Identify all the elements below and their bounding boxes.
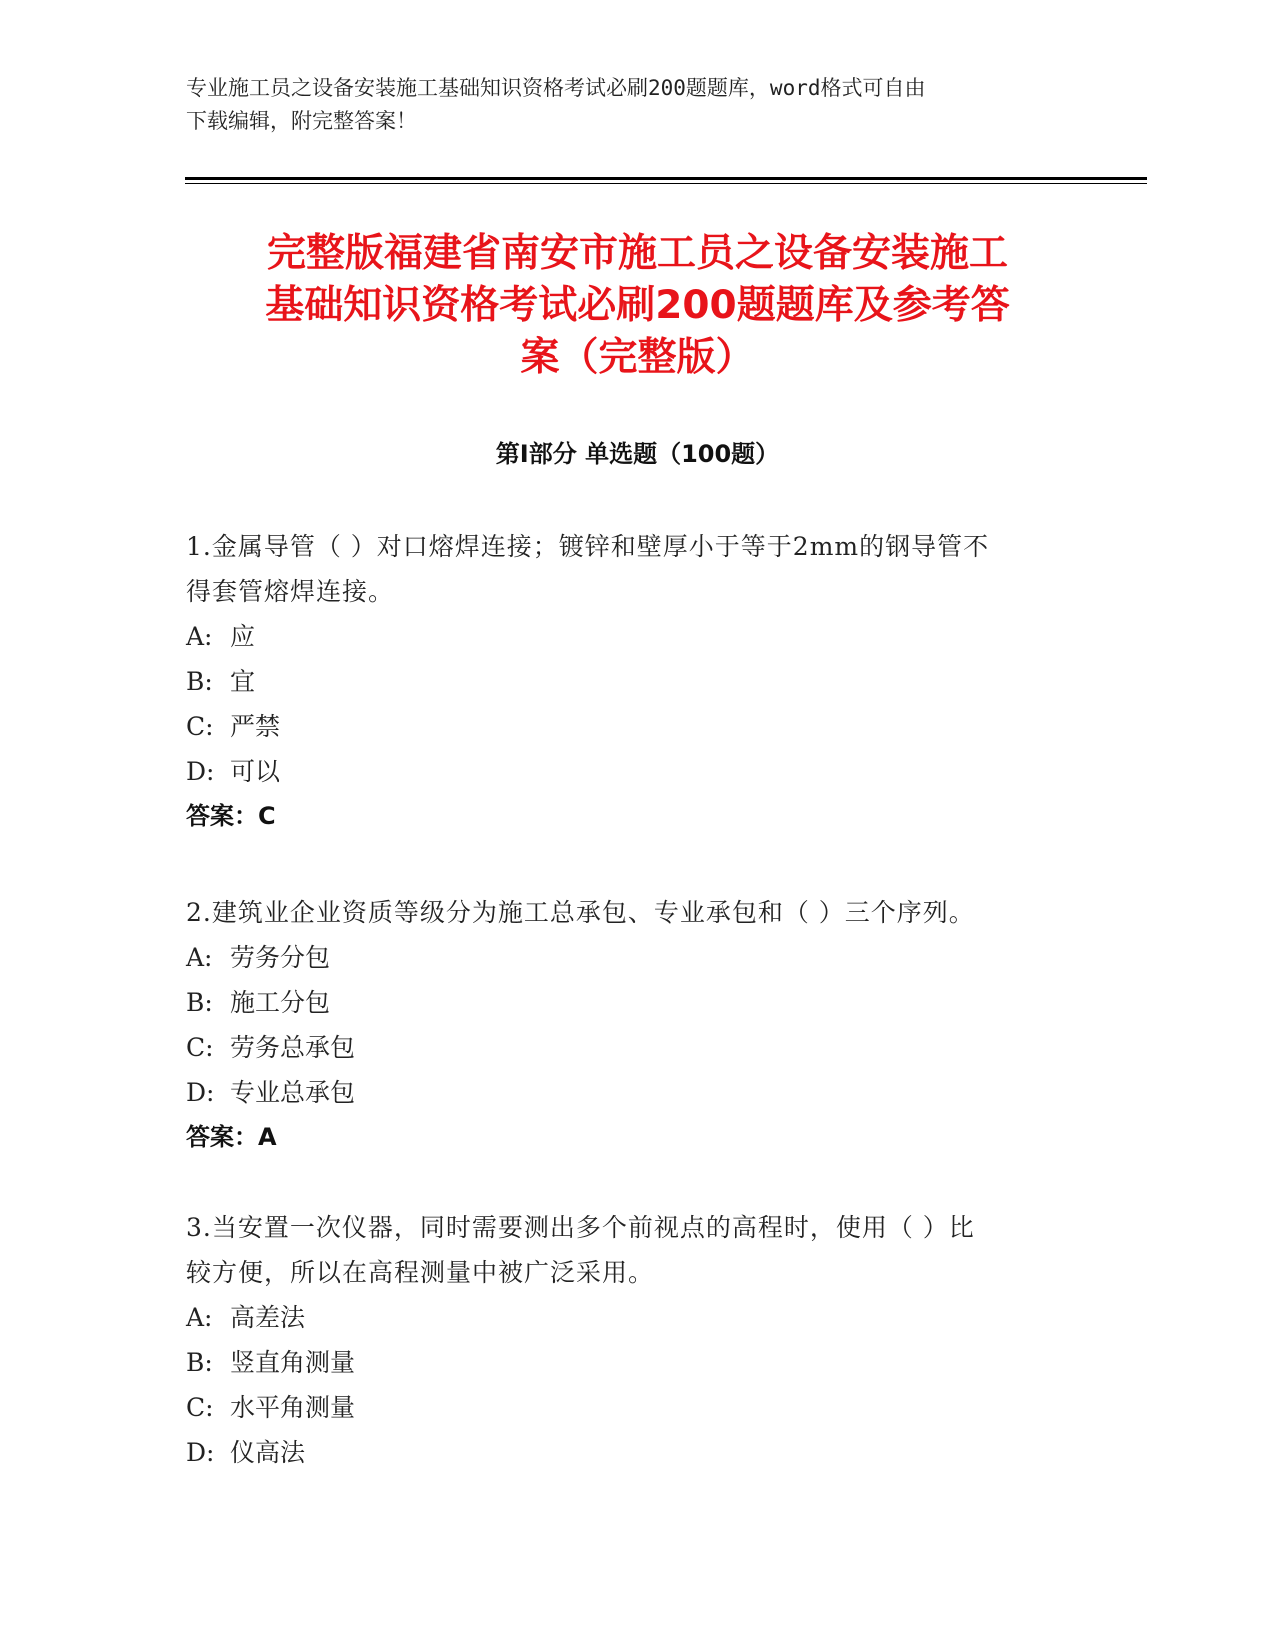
option-b <box>186 1340 1086 1385</box>
question-stem-line-1: 3.当安置一次仪器，同时需要测出多个前视点的高程时，使用（ ）比 <box>186 1213 975 1242</box>
document-title-line-3: 案（完整版） <box>520 335 755 380</box>
header-note-line-1: 专业施工员之设备安装施工基础知识资格考试必刷200题题库，word格式可自由 <box>186 76 926 100</box>
question-2 <box>186 890 1086 1160</box>
option-key: D: <box>186 1438 215 1467</box>
option-c <box>186 1025 1086 1070</box>
option-key: B: <box>186 667 213 696</box>
option-key: C: <box>186 1393 214 1422</box>
option-text: 劳务分包 <box>230 943 331 972</box>
option-text: 宜 <box>230 667 256 696</box>
option-text: 劳务总承包 <box>230 1033 356 1062</box>
option-text: 施工分包 <box>230 988 331 1017</box>
question-stem <box>186 1205 1086 1295</box>
document-title-line-2: 基础知识资格考试必刷200题题库及参考答 <box>265 283 1010 328</box>
option-key: C: <box>186 1033 214 1062</box>
question-1 <box>186 524 1086 839</box>
option-key: C: <box>186 712 214 741</box>
option-d <box>186 749 1086 794</box>
option-key: B: <box>186 1348 213 1377</box>
header-note-line-2: 下载编辑，附完整答案！ <box>186 109 417 133</box>
option-a <box>186 1295 1086 1340</box>
option-text: 竖直角测量 <box>230 1348 356 1377</box>
option-a <box>186 614 1086 659</box>
option-text: 应 <box>230 622 256 651</box>
option-key: B: <box>186 988 213 1017</box>
document-title <box>185 228 1090 384</box>
section-title: 第Ⅰ部分 单选题（100题） <box>495 440 780 468</box>
option-text: 仪高法 <box>230 1438 306 1467</box>
option-d <box>186 1430 1086 1475</box>
option-a <box>186 935 1086 980</box>
option-c <box>186 1385 1086 1430</box>
option-text: 可以 <box>230 757 281 786</box>
header-note <box>186 72 1086 138</box>
option-d <box>186 1070 1086 1115</box>
question-stem <box>186 890 1086 935</box>
answer-label: 答案：C <box>186 802 276 830</box>
header-divider-thin <box>185 183 1147 184</box>
option-text: 高差法 <box>230 1303 306 1332</box>
question-stem-line-2: 得套管熔焊连接。 <box>186 577 395 606</box>
option-b <box>186 980 1086 1025</box>
question-stem <box>186 524 1086 614</box>
option-text: 专业总承包 <box>230 1078 356 1107</box>
option-key: A: <box>186 622 213 651</box>
question-stem-line-1: 1.金属导管（ ）对口熔焊连接；镀锌和壁厚小于等于2mm的钢导管不 <box>186 532 990 561</box>
option-b <box>186 659 1086 704</box>
option-c <box>186 704 1086 749</box>
header-divider-thick <box>185 177 1147 180</box>
option-key: A: <box>186 943 213 972</box>
question-3 <box>186 1205 1086 1475</box>
option-key: A: <box>186 1303 213 1332</box>
option-key: D: <box>186 1078 215 1107</box>
answer-label: 答案：A <box>186 1123 277 1151</box>
option-key: D: <box>186 757 215 786</box>
document-title-line-1: 完整版福建省南安市施工员之设备安装施工 <box>266 231 1008 276</box>
question-stem-line-1: 2.建筑业企业资质等级分为施工总承包、专业承包和（ ）三个序列。 <box>186 898 975 927</box>
question-stem-line-2: 较方便，所以在高程测量中被广泛采用。 <box>186 1258 655 1287</box>
option-text: 水平角测量 <box>230 1393 356 1422</box>
option-text: 严禁 <box>230 712 281 741</box>
